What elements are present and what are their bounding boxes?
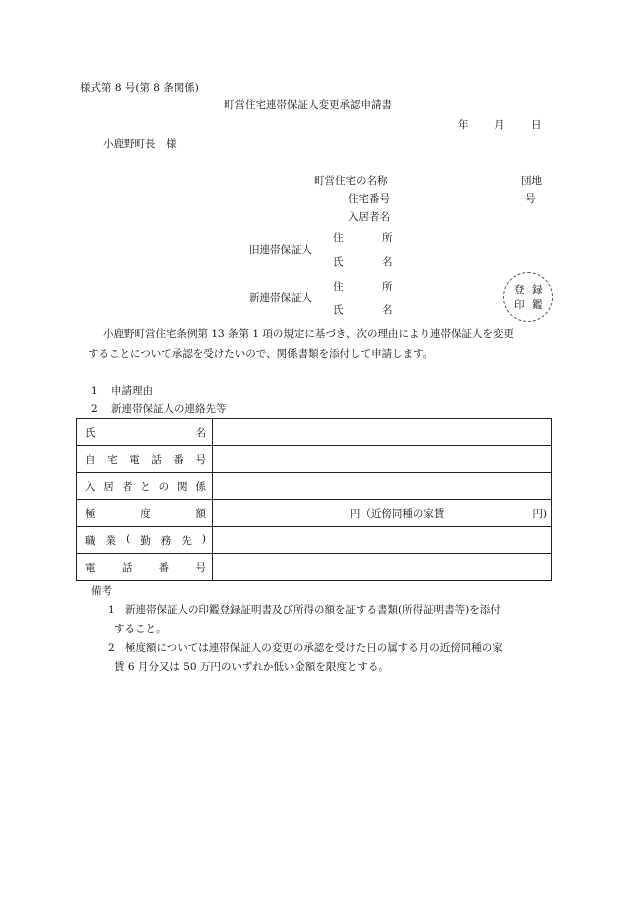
limit-amount-value-cell[interactable] bbox=[213, 500, 552, 527]
name-value-cell[interactable] bbox=[213, 419, 552, 446]
date-day: 日 bbox=[531, 119, 542, 131]
document-title: 町営住宅連帯保証人変更承認申請書 bbox=[224, 99, 392, 111]
date-year: 年 bbox=[458, 119, 469, 131]
phone-value-cell[interactable] bbox=[213, 554, 552, 581]
resident-name-label: 入居者名 bbox=[348, 211, 390, 223]
table-row bbox=[77, 446, 552, 473]
item-1-text: 申請理由 bbox=[111, 385, 153, 397]
registered-seal-stamp bbox=[503, 272, 553, 322]
row-label-phone: 電 話 番 号 bbox=[77, 554, 213, 581]
addressee: 小鹿野町長 様 bbox=[103, 138, 177, 150]
new-guarantor-label: 新連帯保証人 bbox=[249, 292, 312, 304]
new-guarantor-contact-table bbox=[76, 418, 552, 581]
note-1-line-1: 新連帯保証人の印鑑登録証明書及び所得の額を証する書類(所得証明書等)を添付 bbox=[125, 604, 501, 616]
seal-char: 登 bbox=[514, 284, 525, 296]
housing-name-unit: 団地 bbox=[521, 175, 542, 187]
old-guarantor-address-a: 住 bbox=[333, 232, 344, 244]
row-label-limit-amount: 極 度 額 bbox=[77, 500, 213, 527]
notes-heading: 備考 bbox=[91, 585, 112, 597]
table-row bbox=[77, 473, 552, 500]
limit-amount-yen-label: 円（近傍同種の家賃 bbox=[349, 507, 445, 520]
body-text-line-1: 小鹿野町営住宅条例第 13 条第 1 項の規定に基づき、次の理由により連帯保証人を変更 bbox=[103, 328, 514, 340]
table-row bbox=[77, 554, 552, 581]
row-label-relationship: 入 居 者 と の 関 係 bbox=[77, 473, 213, 500]
new-guarantor-address-a: 住 bbox=[333, 281, 344, 293]
new-guarantor-address-b: 所 bbox=[382, 281, 393, 293]
note-2-number: 2 bbox=[108, 642, 115, 654]
item-2-text: 新連帯保証人の連絡先等 bbox=[111, 403, 227, 415]
seal-char: 鑑 bbox=[532, 299, 543, 311]
item-2-number: 2 bbox=[91, 403, 98, 415]
relationship-value-cell[interactable] bbox=[213, 473, 552, 500]
table-row bbox=[77, 419, 552, 446]
housing-name-label: 町営住宅の名称 bbox=[314, 175, 388, 187]
item-1-number: 1 bbox=[91, 385, 98, 397]
date-month: 月 bbox=[494, 119, 505, 131]
housing-number-unit: 号 bbox=[525, 193, 536, 205]
form-number: 様式第 8 号(第 8 条関係) bbox=[80, 82, 199, 94]
seal-char: 印 bbox=[514, 299, 525, 311]
new-guarantor-name-b: 名 bbox=[382, 304, 393, 316]
note-2-line-2: 賃 6 月分又は 50 万円のいずれか低い金額を限度とする。 bbox=[114, 661, 389, 673]
note-1-number: 1 bbox=[108, 604, 115, 616]
occupation-value-cell[interactable] bbox=[213, 527, 552, 554]
row-label-home-phone: 自 宅 電 話 番 号 bbox=[77, 446, 213, 473]
body-text-line-2: することについて承認を受けたいので、関係書類を添付して申請します。 bbox=[88, 348, 434, 360]
home-phone-value-cell[interactable] bbox=[213, 446, 552, 473]
new-guarantor-name-a: 氏 bbox=[333, 304, 344, 316]
old-guarantor-name-b: 名 bbox=[382, 256, 393, 268]
table-row bbox=[77, 500, 552, 527]
note-1-line-2: すること。 bbox=[114, 623, 167, 635]
table-row bbox=[77, 527, 552, 554]
note-2-line-1: 極度額については連帯保証人の変更の承認を受けた日の属する月の近傍同種の家 bbox=[125, 642, 503, 654]
row-label-name: 氏 名 bbox=[77, 419, 213, 446]
old-guarantor-name-a: 氏 bbox=[333, 256, 344, 268]
old-guarantor-label: 旧連帯保証人 bbox=[249, 244, 312, 256]
seal-char: 録 bbox=[532, 284, 543, 296]
old-guarantor-address-b: 所 bbox=[382, 232, 393, 244]
limit-amount-yen-end: 円) bbox=[532, 507, 547, 520]
housing-number-label: 住宅番号 bbox=[348, 193, 390, 205]
row-label-occupation: 職 業 ( 勤 務 先 ) bbox=[77, 527, 213, 554]
